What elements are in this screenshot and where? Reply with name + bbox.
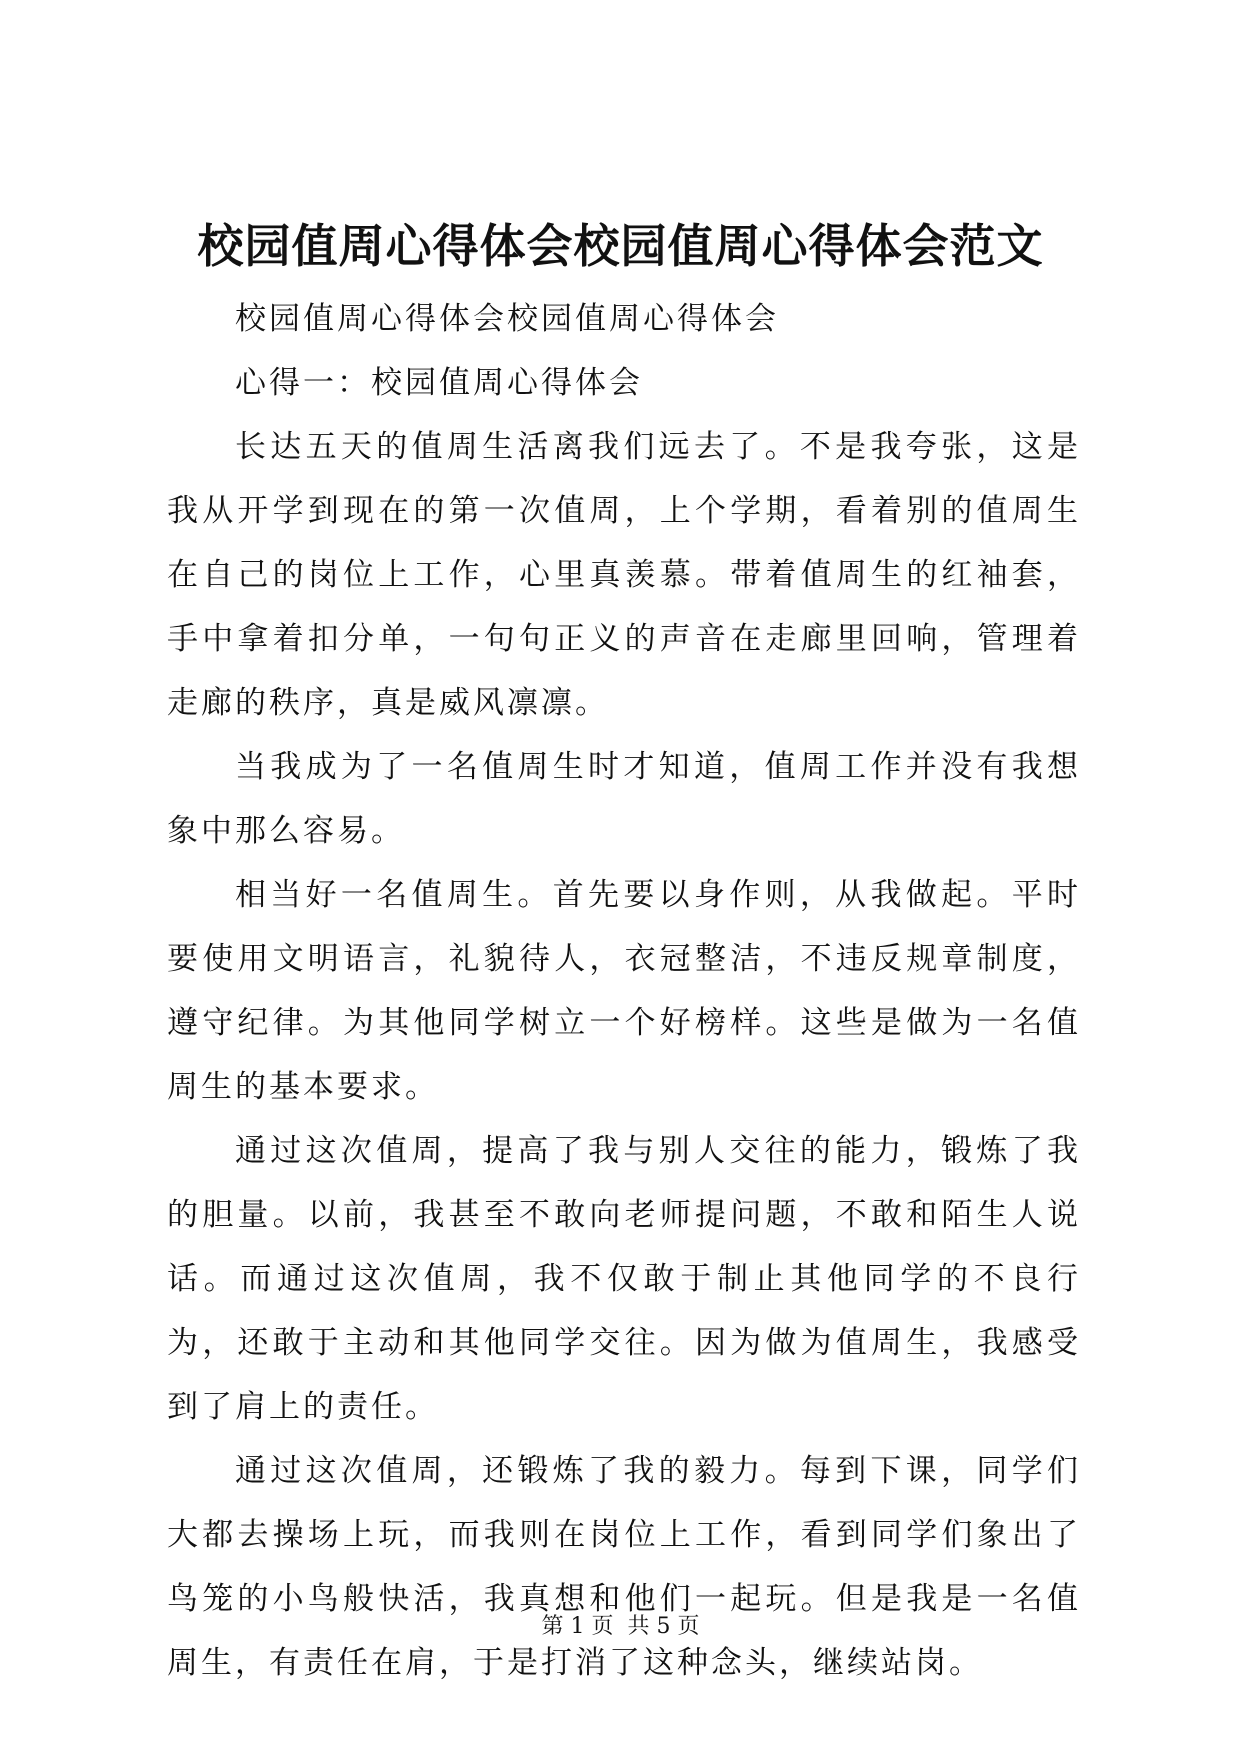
page-footer [0, 1612, 1241, 1642]
paragraph: 通过这次值周，提高了我与别人交往的能力，锻炼了我的胆量。以前，我甚至不敢向老师提问题，不敢和陌生人说话。而通过这次值周，我不仅敢于制止其他同学的不良行为，还敢于主动和其他同学交往。因为做为值周生，我感受到了肩上的责任。 [167, 1133, 1081, 1425]
paragraph: 心得一：校园值周心得体会 [235, 365, 643, 401]
document-title: 校园值周心得体会校园值周心得体会范文 [197, 219, 1044, 273]
page-number: 第 1 页 [541, 1614, 614, 1639]
paragraph: 通过这次值周，还锻炼了我的毅力。每到下课，同学们大都去操场上玩，而我则在岗位上工作，看到同学们象出了鸟笼的小鸟般快活，我真想和他们一起玩。但是我是一名值周生，有责任在肩，于是打消了这种念头，继续站岗。 [167, 1453, 1081, 1681]
paragraph: 校园值周心得体会校园值周心得体会 [235, 301, 779, 337]
document-body [167, 287, 1081, 1695]
page-total: 共 5 页 [627, 1614, 700, 1639]
paragraph: 当我成为了一名值周生时才知道，值周工作并没有我想象中那么容易。 [167, 749, 1081, 849]
paragraph: 相当好一名值周生。首先要以身作则，从我做起。平时要使用文明语言，礼貌待人，衣冠整洁，不违反规章制度，遵守纪律。为其他同学树立一个好榜样。这些是做为一名值周生的基本要求。 [167, 877, 1081, 1105]
paragraph: 长达五天的值周生活离我们远去了。不是我夸张，这是我从开学到现在的第一次值周，上个学期，看着别的值周生在自己的岗位上工作，心里真羡慕。带着值周生的红袖套，手中拿着扣分单，一句句正义的声音在走廊里回响，管理着走廊的秩序，真是威风凛凛。 [167, 429, 1081, 721]
